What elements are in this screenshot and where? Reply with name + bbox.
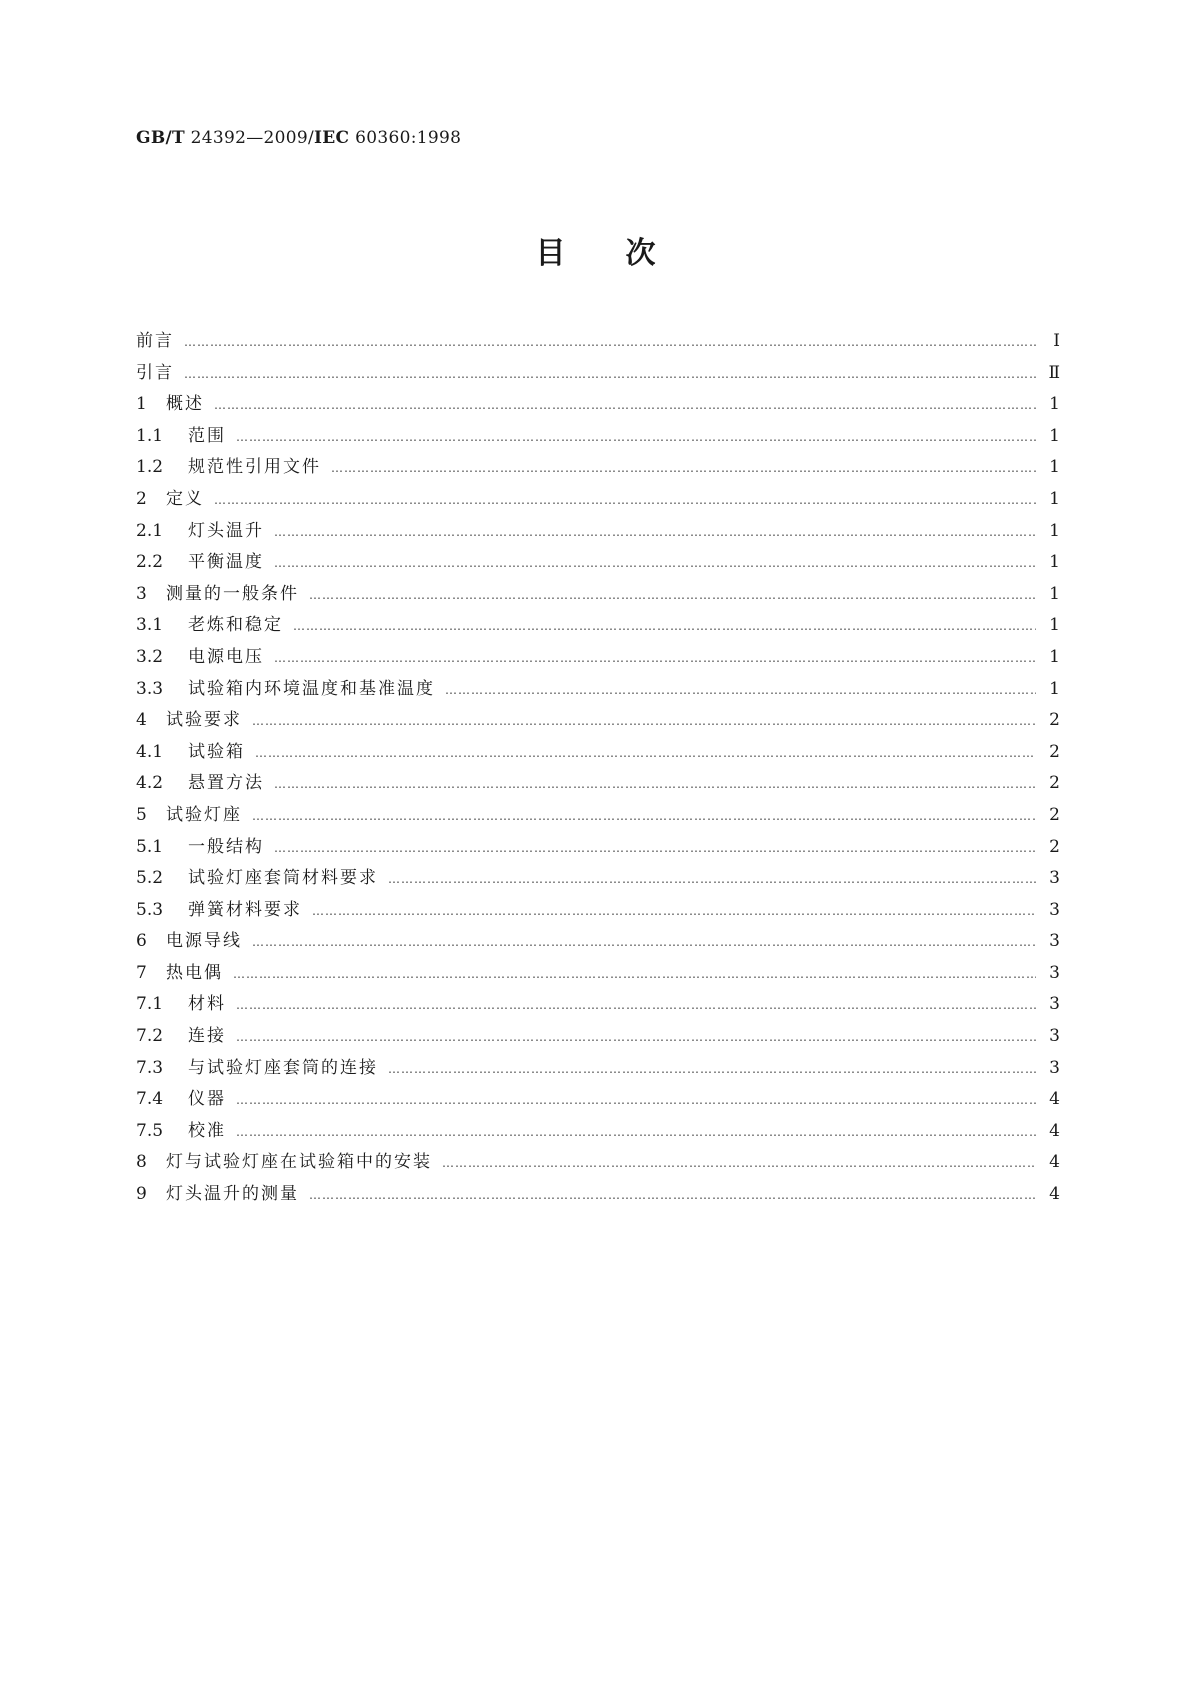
- toc-entry[interactable]: [136, 832, 1060, 864]
- toc-entry-page: 1: [1049, 520, 1060, 541]
- toc-entry[interactable]: [136, 389, 1060, 421]
- toc-entry-title: 弹簧材料要求: [188, 899, 302, 920]
- toc-entry[interactable]: [136, 895, 1060, 927]
- toc-entry-title: 定义: [166, 488, 204, 509]
- toc-entry-title: 前言: [136, 331, 174, 351]
- toc-leader-dots: [309, 1188, 1036, 1202]
- toc-leader-dots: [252, 809, 1036, 823]
- toc-entry-number: 7: [136, 962, 147, 983]
- toc-entry-title: 与试验灯座套筒的连接: [188, 1057, 378, 1078]
- toc-entry-title: 灯头温升的测量: [166, 1184, 299, 1205]
- toc-entry-number: 3.1: [136, 615, 164, 636]
- toc-entry-number: 7.5: [136, 1120, 164, 1141]
- toc-entry-page: 1: [1049, 488, 1060, 509]
- toc-entry[interactable]: [136, 516, 1060, 548]
- toc-entry-page: 2: [1049, 804, 1060, 825]
- toc-entry-page: 3: [1049, 899, 1060, 920]
- toc-entry[interactable]: [136, 421, 1060, 453]
- toc-entry[interactable]: [136, 800, 1060, 832]
- toc-entry-title: 概述: [166, 394, 204, 415]
- toc-entry-title: 试验灯座: [166, 804, 242, 825]
- toc-entry-title: 一般结构: [188, 836, 264, 857]
- toc-entry-page: 2: [1049, 741, 1060, 762]
- toc-entry[interactable]: [136, 705, 1060, 737]
- toc-leader-dots: [445, 683, 1036, 697]
- toc-entry-page: 4: [1049, 1152, 1060, 1173]
- toc-entry[interactable]: [136, 326, 1060, 358]
- table-of-contents: [136, 326, 1060, 1211]
- toc-leader-dots: [252, 714, 1036, 728]
- toc-leader-dots: [214, 493, 1036, 507]
- toc-leader-dots: [184, 335, 1036, 349]
- iec-prefix: IEC: [314, 128, 350, 148]
- toc-entry-number: 5.3: [136, 899, 164, 920]
- toc-entry[interactable]: [136, 547, 1060, 579]
- toc-leader-dots: [274, 651, 1036, 665]
- toc-entry-title: 校准: [188, 1120, 226, 1141]
- toc-entry-title: 规范性引用文件: [188, 457, 321, 478]
- toc-entry-title: 试验箱内环境温度和基准温度: [188, 678, 435, 699]
- toc-entry-number: 8: [136, 1152, 147, 1173]
- iec-code: 60360:1998: [355, 128, 462, 148]
- toc-entry-number: 2: [136, 488, 147, 509]
- toc-leader-dots: [293, 619, 1036, 633]
- toc-title: 目次: [535, 236, 716, 271]
- document-header: [136, 128, 461, 148]
- toc-entry-page: 2: [1049, 710, 1060, 731]
- toc-entry-title: 灯与试验灯座在试验箱中的安装: [166, 1152, 432, 1173]
- toc-leader-dots: [388, 1062, 1036, 1076]
- toc-entry[interactable]: [136, 1053, 1060, 1085]
- toc-entry-title: 引言: [136, 362, 174, 383]
- toc-entry-number: 1: [136, 394, 147, 415]
- toc-entry-page: 3: [1049, 1057, 1060, 1078]
- toc-entry-number: 7.2: [136, 1026, 164, 1047]
- toc-entry[interactable]: [136, 642, 1060, 674]
- toc-entry-title: 热电偶: [166, 962, 223, 983]
- toc-entry[interactable]: [136, 674, 1060, 706]
- toc-entry-number: 4: [136, 710, 147, 731]
- toc-entry-title: 仪器: [188, 1089, 226, 1110]
- toc-entry[interactable]: [136, 926, 1060, 958]
- toc-leader-dots: [252, 935, 1036, 949]
- toc-entry-number: 7.3: [136, 1057, 164, 1078]
- toc-entry[interactable]: [136, 358, 1060, 390]
- toc-entry-number: 3.3: [136, 678, 164, 699]
- toc-leader-dots: [274, 556, 1036, 570]
- toc-entry-number: 3.2: [136, 646, 164, 667]
- toc-entry[interactable]: [136, 452, 1060, 484]
- toc-entry-page: 1: [1049, 425, 1060, 446]
- toc-entry-number: 4.2: [136, 773, 164, 794]
- toc-entry-page: Ⅱ: [1048, 362, 1060, 383]
- toc-leader-dots: [236, 1030, 1036, 1044]
- toc-entry-page: 3: [1049, 931, 1060, 952]
- toc-entry[interactable]: [136, 1021, 1060, 1053]
- toc-entry-number: 5.1: [136, 836, 164, 857]
- toc-leader-dots: [442, 1156, 1036, 1170]
- toc-entry-title: 材料: [188, 994, 226, 1015]
- toc-entry[interactable]: [136, 768, 1060, 800]
- toc-entry-title: 悬置方法: [188, 773, 264, 794]
- toc-entry-page: Ⅰ: [1053, 331, 1060, 351]
- toc-entry-page: 1: [1049, 457, 1060, 478]
- toc-leader-dots: [214, 398, 1036, 412]
- toc-leader-dots: [236, 1125, 1036, 1139]
- toc-entry-page: 1: [1049, 552, 1060, 573]
- standard-prefix: GB/T: [136, 128, 185, 148]
- toc-leader-dots: [236, 998, 1036, 1012]
- toc-entry-title: 连接: [188, 1026, 226, 1047]
- toc-entry-page: 2: [1049, 836, 1060, 857]
- toc-entry-page: 1: [1049, 615, 1060, 636]
- standard-code: 24392—2009/: [190, 128, 315, 148]
- toc-entry-page: 2: [1049, 773, 1060, 794]
- toc-entry-number: 1.1: [136, 425, 164, 446]
- toc-leader-dots: [184, 367, 1036, 381]
- toc-entry[interactable]: [136, 1179, 1060, 1211]
- toc-entry-page: 3: [1049, 994, 1060, 1015]
- toc-entry-number: 5.2: [136, 868, 164, 889]
- toc-entry[interactable]: [136, 737, 1060, 769]
- toc-entry-number: 7.4: [136, 1089, 164, 1110]
- toc-entry-title: 电源电压: [188, 646, 264, 667]
- toc-entry[interactable]: [136, 863, 1060, 895]
- toc-entry-number: 9: [136, 1184, 147, 1205]
- toc-entry-number: 6: [136, 931, 147, 952]
- toc-entry-title: 试验箱: [188, 741, 245, 762]
- toc-entry-number: 2.1: [136, 520, 164, 541]
- toc-entry-title: 老炼和稳定: [188, 615, 283, 636]
- toc-entry-page: 3: [1049, 962, 1060, 983]
- toc-entry-number: 4.1: [136, 741, 164, 762]
- toc-entry-page: 1: [1049, 646, 1060, 667]
- toc-entry-title: 试验要求: [166, 710, 242, 731]
- toc-entry[interactable]: [136, 484, 1060, 516]
- toc-entry-number: 1.2: [136, 457, 164, 478]
- toc-entry-number: 2.2: [136, 552, 164, 573]
- toc-entry[interactable]: [136, 989, 1060, 1021]
- toc-leader-dots: [274, 525, 1036, 539]
- toc-entry[interactable]: [136, 1084, 1060, 1116]
- toc-entry-page: 4: [1049, 1120, 1060, 1141]
- toc-entry[interactable]: [136, 579, 1060, 611]
- toc-entry[interactable]: [136, 610, 1060, 642]
- toc-leader-dots: [309, 588, 1036, 602]
- toc-entry-page: 1: [1049, 583, 1060, 604]
- toc-entry-number: 7.1: [136, 994, 164, 1015]
- toc-entry-page: 3: [1049, 868, 1060, 889]
- toc-entry-page: 1: [1049, 678, 1060, 699]
- toc-entry[interactable]: [136, 1116, 1060, 1148]
- toc-entry-page: 1: [1049, 394, 1060, 415]
- toc-leader-dots: [255, 746, 1036, 760]
- toc-leader-dots: [331, 461, 1036, 475]
- toc-entry-title: 电源导线: [166, 931, 242, 952]
- toc-leader-dots: [274, 841, 1036, 855]
- toc-entry-page: 4: [1049, 1089, 1060, 1110]
- toc-leader-dots: [233, 967, 1036, 981]
- toc-entry[interactable]: [136, 958, 1060, 990]
- toc-entry[interactable]: [136, 1147, 1060, 1179]
- toc-leader-dots: [274, 777, 1036, 791]
- toc-entry-page: 3: [1049, 1026, 1060, 1047]
- toc-entry-title: 范围: [188, 425, 226, 446]
- toc-leader-dots: [236, 430, 1036, 444]
- toc-leader-dots: [388, 872, 1036, 886]
- toc-entry-title: 平衡温度: [188, 552, 264, 573]
- toc-leader-dots: [312, 904, 1036, 918]
- toc-entry-number: 3: [136, 583, 147, 604]
- toc-entry-number: 5: [136, 804, 147, 825]
- toc-entry-title: 试验灯座套筒材料要求: [188, 868, 378, 889]
- toc-entry-title: 灯头温升: [188, 520, 264, 541]
- toc-entry-title: 测量的一般条件: [166, 583, 299, 604]
- toc-entry-page: 4: [1049, 1184, 1060, 1205]
- toc-leader-dots: [236, 1093, 1036, 1107]
